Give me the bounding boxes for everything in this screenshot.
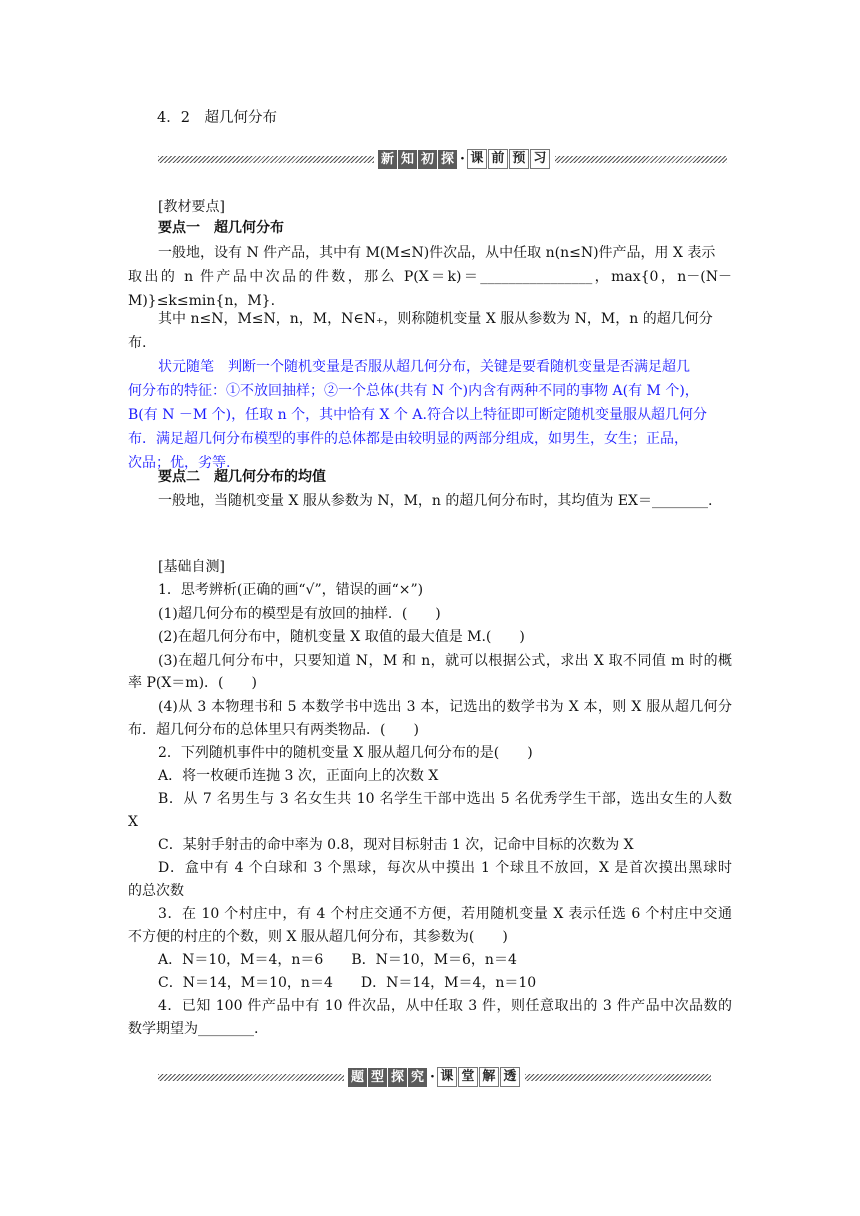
text-line: (4)从 3 本物理书和 5 本数学书中选出 3 本，记选出的数学书为 X 本，则 X 服从超几何分 bbox=[158, 699, 732, 715]
banner-rule-right bbox=[525, 1074, 711, 1081]
text-line: 一般地，当随机变量 X 服从参数为 N，M，n 的超几何分布时，其均值为 EX＝________. bbox=[158, 493, 713, 509]
banner-char: 前 bbox=[488, 149, 508, 169]
banner-rule-left bbox=[158, 156, 374, 163]
text-line: B．从 7 名男生与 3 名女生共 10 名学生干部中选出 5 名优秀学生干部，选出女生的人数 bbox=[158, 791, 732, 807]
banner-char: 解 bbox=[479, 1067, 499, 1087]
text-line: [教材要点] bbox=[158, 199, 225, 215]
banner-char: 预 bbox=[509, 149, 529, 169]
heading-line: 要点一 超几何分布 bbox=[158, 220, 284, 236]
note-line: 布．满足超几何分布模型的事件的总体都是由较明显的两部分组成，如男生，女生；正品， bbox=[128, 431, 688, 447]
banner-char: 透 bbox=[500, 1067, 520, 1087]
text-line: A．N＝10，M＝4，n＝6 B．N＝10，M＝6，n＝4 bbox=[158, 952, 517, 968]
text-line: D．盒中有 4 个白球和 3 个黑球，每次从中摸出 1 个球且不放回，X 是首次摸出黑球时 bbox=[158, 860, 732, 876]
banner-char: 堂 bbox=[458, 1067, 478, 1087]
banner-char: 知 bbox=[398, 150, 417, 169]
text-line: 1．思考辨析(正确的画“√”，错误的画“×”) bbox=[158, 582, 424, 598]
banner-char: 初 bbox=[418, 150, 437, 169]
note-line: 次品；优，劣等. bbox=[128, 455, 231, 471]
note-line: 状元随笔 判断一个随机变量是否服从超几何分布，关键是要看随机变量是否满足超几 bbox=[158, 359, 690, 375]
section-title: 4．2 超几何分布 bbox=[157, 110, 277, 126]
text-line: 数学期望为________. bbox=[128, 1021, 259, 1037]
text-line: 布．超几何分布的总体里只有两类物品．( ) bbox=[128, 722, 419, 738]
text-line: 4．已知 100 件产品中有 10 件次品，从中任取 3 件，则任意取出的 3 件产品中次品数的 bbox=[158, 998, 732, 1014]
section-banner-class bbox=[158, 1066, 711, 1088]
banner-char: 课 bbox=[467, 149, 487, 169]
text-line: C．N＝14，M＝10，n＝4 D．N＝14，M＝4，n＝10 bbox=[158, 975, 537, 991]
banner-char: 课 bbox=[437, 1067, 457, 1087]
text-line: [基础自测] bbox=[158, 559, 225, 575]
banner-char: 题 bbox=[348, 1068, 367, 1087]
banner-dot: · bbox=[460, 151, 465, 167]
banner-dot: · bbox=[430, 1069, 435, 1085]
note-line: 何分布的特征：①不放回抽样；②一个总体(共有 N 个)内含有两种不同的事物 A(有 M 个)， bbox=[128, 383, 699, 399]
banner-char: 型 bbox=[368, 1068, 387, 1087]
banner-rule-left bbox=[158, 1074, 344, 1081]
text-line: 一般地，设有 N 件产品，其中有 M(M≤N)件次品，从中任取 n(n≤N)件产品，用 X 表示 bbox=[158, 245, 716, 261]
text-line: 其中 n≤N，M≤N，n，M，N∈N₊，则称随机变量 X 服从参数为 N，M，n 的超几何分 bbox=[158, 311, 713, 327]
banner-char: 探 bbox=[388, 1068, 407, 1087]
banner-char: 新 bbox=[378, 150, 397, 169]
banner-rule-right bbox=[555, 156, 727, 163]
banner-caption bbox=[378, 149, 551, 169]
banner-char: 习 bbox=[530, 149, 550, 169]
text-line: C．某射手射击的命中率为 0.8，现对目标射击 1 次，记命中目标的次数为 X bbox=[158, 837, 634, 853]
text-line: 布. bbox=[128, 335, 147, 351]
text-line: 取出的 n 件产品中次品的件数，那么 P(X＝k)＝________________，max{0，n－(N－ bbox=[128, 269, 732, 285]
banner-char: 探 bbox=[438, 150, 457, 169]
text-line: (1)超几何分布的模型是有放回的抽样．( ) bbox=[158, 606, 441, 622]
text-line: 不方便的村庄的个数，则 X 服从超几何分布，其参数为( ) bbox=[128, 929, 508, 945]
text-line: (2)在超几何分布中，随机变量 X 取值的最大值是 M.( ) bbox=[158, 629, 525, 645]
note-line: B(有 N －M 个)，任取 n 个，其中恰有 X 个 A.符合以上特征即可断定随机变量服从超几何分 bbox=[128, 407, 707, 423]
section-banner-preview bbox=[158, 148, 727, 170]
text-line: M)}≤k≤min{n，M}. bbox=[128, 293, 276, 309]
text-line: A．将一枚硬币连抛 3 次，正面向上的次数 X bbox=[158, 768, 439, 784]
text-line: (3)在超几何分布中，只要知道 N，M 和 n，就可以根据公式，求出 X 取不同值 m 时的概 bbox=[158, 653, 732, 669]
text-line: 3．在 10 个村庄中，有 4 个村庄交通不方便，若用随机变量 X 表示任选 6 个村庄中交通 bbox=[158, 906, 732, 922]
text-line: 2．下列随机事件中的随机变量 X 服从超几何分布的是( ) bbox=[158, 745, 533, 761]
text-line: 的总次数 bbox=[128, 883, 184, 899]
text-line: 率 P(X＝m)．( ) bbox=[128, 675, 257, 691]
heading-line: 要点二 超几何分布的均值 bbox=[158, 469, 326, 485]
banner-char: 究 bbox=[408, 1068, 427, 1087]
banner-caption bbox=[348, 1067, 521, 1087]
text-line: X bbox=[128, 814, 138, 830]
